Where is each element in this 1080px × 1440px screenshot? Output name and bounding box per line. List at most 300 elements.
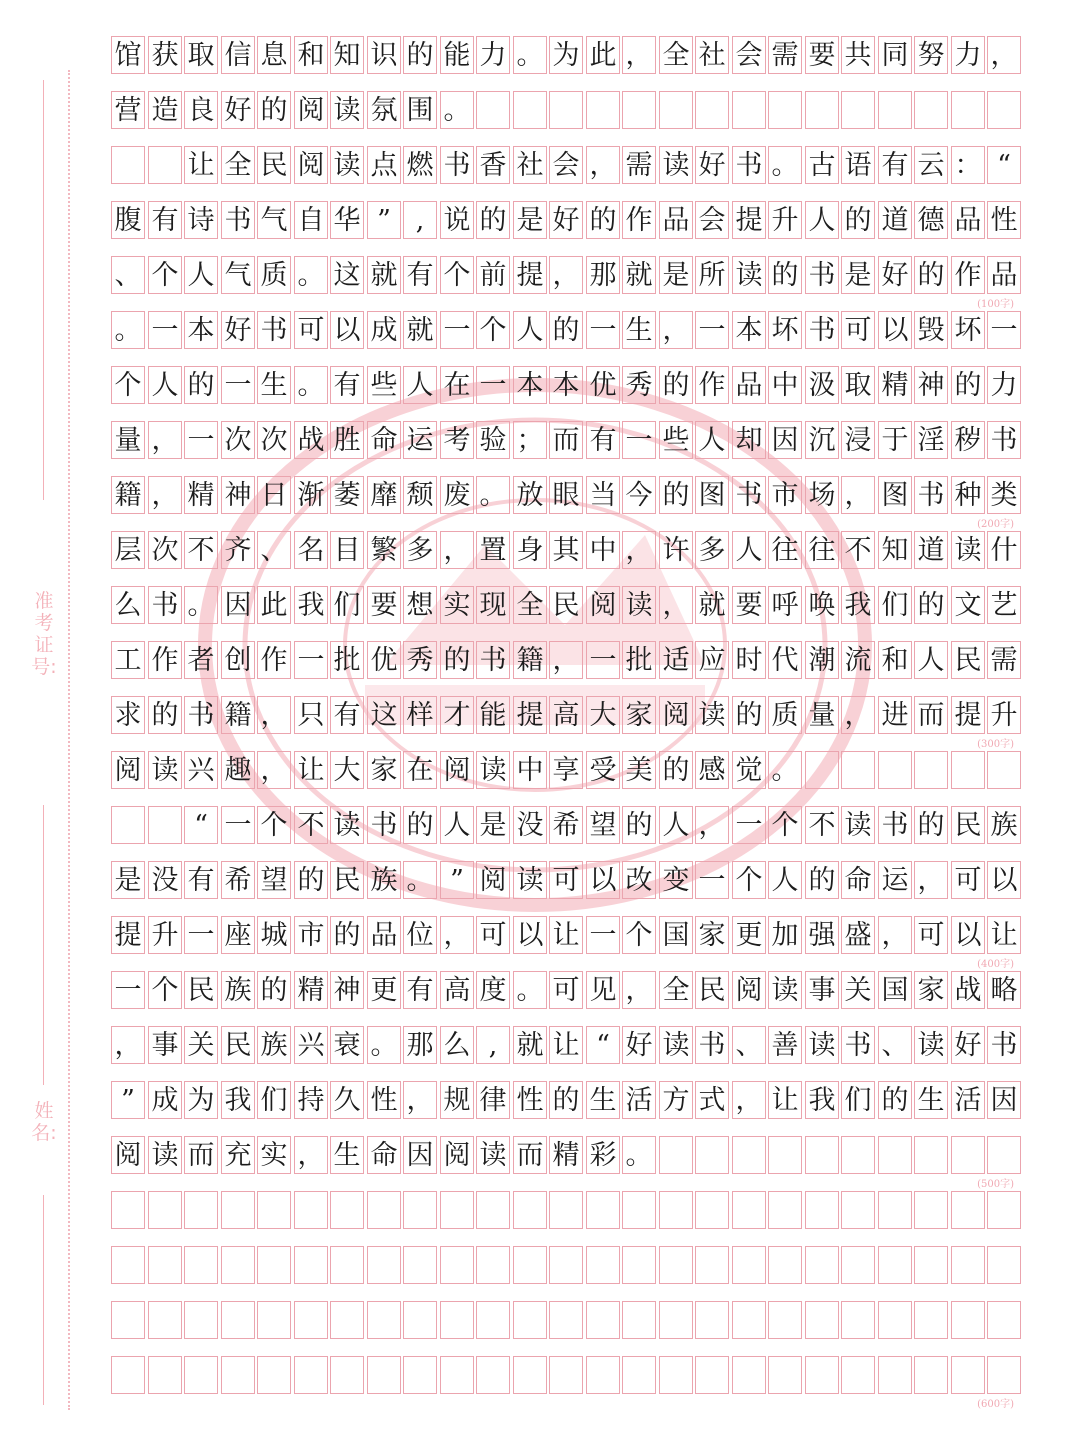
grid-cell — [878, 1356, 912, 1394]
grid-cell: 读 — [622, 586, 656, 624]
grid-cell: 信 — [221, 36, 255, 74]
grid-cell: 需 — [768, 36, 802, 74]
grid-cell: 要 — [732, 586, 766, 624]
grid-cell: 优 — [586, 366, 620, 404]
grid-cell: ， — [987, 36, 1021, 74]
grid-cell: 此 — [257, 586, 291, 624]
grid-cell: 品 — [951, 201, 985, 239]
grid-cell — [513, 91, 547, 129]
grid-cell: ” — [367, 201, 401, 239]
grid-cell: 本 — [549, 366, 583, 404]
grid-cell: 家 — [914, 971, 948, 1009]
grid-cell: 说 — [440, 201, 474, 239]
grid-cell: 书 — [987, 421, 1021, 459]
grid-cell: 以 — [987, 861, 1021, 899]
grid-cell: 战 — [951, 971, 985, 1009]
grid-cell — [841, 751, 875, 789]
grid-cell: 多 — [695, 531, 729, 569]
grid-cell — [805, 1301, 839, 1339]
grid-cell: 现 — [476, 586, 510, 624]
grid-cell: 提 — [732, 201, 766, 239]
grid-cell: ， — [622, 971, 656, 1009]
grid-cell — [294, 1191, 328, 1229]
grid-cell — [695, 1356, 729, 1394]
grid-cell — [330, 1246, 364, 1284]
grid-row — [111, 1356, 1016, 1394]
grid-cell: 升 — [768, 201, 802, 239]
word-count-marker: (300字) — [977, 739, 1014, 750]
grid-cell: 关 — [841, 971, 875, 1009]
grid-cell: 气 — [257, 201, 291, 239]
grid-cell — [914, 1191, 948, 1229]
grid-row — [111, 146, 1016, 184]
grid-cell: 造 — [148, 91, 182, 129]
grid-row — [111, 531, 1016, 569]
grid-cell — [294, 1246, 328, 1284]
grid-cell: 不 — [294, 806, 328, 844]
grid-cell — [330, 1301, 364, 1339]
grid-cell: 其 — [549, 531, 583, 569]
grid-cell: 有 — [148, 201, 182, 239]
grid-cell: 目 — [330, 531, 364, 569]
grid-cell: 有 — [403, 256, 437, 294]
grid-cell: 往 — [768, 531, 802, 569]
grid-cell: 一 — [695, 861, 729, 899]
grid-cell: 取 — [841, 366, 875, 404]
grid-cell: 好 — [951, 1026, 985, 1064]
grid-cell: ， — [294, 1136, 328, 1174]
grid-cell: 作 — [622, 201, 656, 239]
grid-row — [111, 971, 1016, 1009]
grid-cell — [914, 1246, 948, 1284]
grid-cell: 在 — [403, 751, 437, 789]
grid-cell: 可 — [294, 311, 328, 349]
grid-cell: 的 — [330, 916, 364, 954]
grid-cell — [805, 1136, 839, 1174]
grid-cell: 读 — [768, 971, 802, 1009]
grid-cell — [805, 1356, 839, 1394]
grid-cell: 生 — [257, 366, 291, 404]
grid-cell: 围 — [403, 91, 437, 129]
grid-cell: 而 — [549, 421, 583, 459]
grid-cell: 的 — [659, 751, 693, 789]
grid-cell: 于 — [878, 421, 912, 459]
grid-cell: 艺 — [987, 586, 1021, 624]
grid-cell: 验 — [476, 421, 510, 459]
grid-cell — [805, 1191, 839, 1229]
grid-cell: 气 — [221, 256, 255, 294]
grid-cell: 让 — [987, 916, 1021, 954]
grid-row — [111, 1246, 1016, 1284]
grid-cell: 个 — [111, 366, 145, 404]
grid-cell: 一 — [732, 806, 766, 844]
grid-cell: 这 — [367, 696, 401, 734]
grid-cell — [951, 1301, 985, 1339]
grid-cell — [111, 1356, 145, 1394]
grid-cell: 让 — [549, 916, 583, 954]
grid-cell: 香 — [476, 146, 510, 184]
grid-cell: 强 — [805, 916, 839, 954]
grid-cell: 作 — [951, 256, 985, 294]
grid-row — [111, 256, 1016, 294]
grid-row — [111, 916, 1016, 954]
word-count-marker: (200字) — [977, 519, 1014, 530]
grid-cell — [367, 1301, 401, 1339]
grid-cell: 家 — [622, 696, 656, 734]
grid-cell: 适 — [659, 641, 693, 679]
grid-cell: 本 — [513, 366, 547, 404]
grid-cell: 好 — [878, 256, 912, 294]
grid-cell: 有 — [330, 366, 364, 404]
grid-cell: 力 — [951, 36, 985, 74]
grid-cell: 命 — [367, 1136, 401, 1174]
grid-cell: 共 — [841, 36, 875, 74]
grid-cell: 、 — [732, 1026, 766, 1064]
grid-cell — [294, 1356, 328, 1394]
grid-cell: 让 — [184, 146, 218, 184]
grid-cell: 文 — [951, 586, 985, 624]
grid-cell: 国 — [659, 916, 693, 954]
grid-cell — [330, 1356, 364, 1394]
grid-cell: 人 — [513, 311, 547, 349]
grid-cell: 我 — [294, 586, 328, 624]
grid-cell: 更 — [367, 971, 401, 1009]
grid-cell — [184, 1356, 218, 1394]
grid-cell: 那 — [586, 256, 620, 294]
grid-cell: 的 — [841, 201, 875, 239]
grid-row — [111, 861, 1016, 899]
grid-cell: 的 — [184, 366, 218, 404]
grid-row — [111, 311, 1016, 349]
grid-cell — [695, 1246, 729, 1284]
grid-cell: 书 — [732, 146, 766, 184]
grid-cell: 为 — [549, 36, 583, 74]
grid-cell: 本 — [732, 311, 766, 349]
grid-cell: 的 — [403, 806, 437, 844]
grid-cell: 要 — [805, 36, 839, 74]
grid-row — [111, 1191, 1016, 1229]
grid-cell: 只 — [294, 696, 328, 734]
grid-cell — [513, 1301, 547, 1339]
grid-cell: 实 — [440, 586, 474, 624]
grid-cell: 个 — [148, 971, 182, 1009]
grid-cell: 加 — [768, 916, 802, 954]
grid-row — [111, 421, 1016, 459]
grid-cell: 人 — [768, 861, 802, 899]
grid-cell: 一 — [586, 641, 620, 679]
grid-cell: 好 — [549, 201, 583, 239]
grid-cell — [440, 1356, 474, 1394]
grid-cell: ， — [841, 696, 875, 734]
grid-cell: 云 — [914, 146, 948, 184]
grid-cell — [586, 1246, 620, 1284]
grid-cell — [148, 1191, 182, 1229]
grid-cell: 可 — [951, 861, 985, 899]
grid-cell — [768, 1356, 802, 1394]
grid-cell: 持 — [294, 1081, 328, 1119]
grid-cell: 民 — [695, 971, 729, 1009]
grid-cell — [732, 1246, 766, 1284]
grid-cell: 是 — [659, 256, 693, 294]
grid-cell: 一 — [294, 641, 328, 679]
grid-cell: 家 — [367, 751, 401, 789]
grid-cell: 美 — [622, 751, 656, 789]
grid-cell: 的 — [914, 256, 948, 294]
grid-cell: 名 — [294, 531, 328, 569]
grid-cell: 的 — [440, 641, 474, 679]
grid-cell: 。 — [184, 586, 218, 624]
word-count-marker: (600字) — [977, 1399, 1014, 1410]
grid-cell: 社 — [513, 146, 547, 184]
grid-cell: 才 — [440, 696, 474, 734]
word-count-marker: (400字) — [977, 959, 1014, 970]
grid-cell: 民 — [184, 971, 218, 1009]
grid-cell — [987, 91, 1021, 129]
grid-cell: 读 — [951, 531, 985, 569]
grid-cell: 中 — [768, 366, 802, 404]
grid-cell: 场 — [805, 476, 839, 514]
grid-cell: 们 — [841, 1081, 875, 1119]
grid-cell: 阅 — [586, 586, 620, 624]
grid-cell: 工 — [111, 641, 145, 679]
grid-cell: 书 — [257, 311, 291, 349]
grid-cell: 民 — [257, 146, 291, 184]
grid-cell: 创 — [221, 641, 255, 679]
grid-cell: 靡 — [367, 476, 401, 514]
grid-cell — [659, 1191, 693, 1229]
grid-cell: 应 — [695, 641, 729, 679]
grid-cell: 次 — [221, 421, 255, 459]
grid-cell: 进 — [878, 696, 912, 734]
grid-cell: ， — [440, 531, 474, 569]
grid-cell: 性 — [367, 1081, 401, 1119]
grid-cell: 感 — [695, 751, 729, 789]
grid-cell: 兴 — [294, 1026, 328, 1064]
grid-cell: 是 — [111, 861, 145, 899]
grid-cell: 。 — [513, 971, 547, 1009]
grid-cell: 读 — [659, 1026, 693, 1064]
grid-cell: 阅 — [659, 696, 693, 734]
grid-cell: 好 — [221, 311, 255, 349]
grid-cell: ， — [659, 586, 693, 624]
grid-cell: 读 — [695, 696, 729, 734]
grid-cell — [586, 1191, 620, 1229]
grid-cell: 不 — [841, 531, 875, 569]
grid-cell — [768, 1136, 802, 1174]
grid-cell: 读 — [476, 1136, 510, 1174]
grid-cell — [695, 1191, 729, 1229]
grid-cell: 人 — [148, 366, 182, 404]
grid-cell: 淫 — [914, 421, 948, 459]
grid-cell: 命 — [367, 421, 401, 459]
grid-cell: 实 — [257, 1136, 291, 1174]
grid-cell: 道 — [914, 531, 948, 569]
grid-cell: 代 — [768, 641, 802, 679]
grid-cell: 批 — [622, 641, 656, 679]
grid-cell — [768, 1246, 802, 1284]
grid-cell — [622, 91, 656, 129]
grid-cell: 的 — [878, 1081, 912, 1119]
grid-cell: 萎 — [330, 476, 364, 514]
grid-cell: 方 — [659, 1081, 693, 1119]
grid-cell: 。 — [768, 751, 802, 789]
grid-cell — [951, 1136, 985, 1174]
grid-cell: 升 — [148, 916, 182, 954]
grid-cell: 的 — [148, 696, 182, 734]
grid-cell: ， — [622, 531, 656, 569]
grid-cell: 规 — [440, 1081, 474, 1119]
grid-cell — [221, 1301, 255, 1339]
grid-cell: 齐 — [221, 531, 255, 569]
grid-cell: 潮 — [805, 641, 839, 679]
grid-cell: 的 — [659, 476, 693, 514]
grid-cell: 一 — [111, 971, 145, 1009]
grid-cell: 籍 — [221, 696, 255, 734]
grid-cell: 个 — [476, 311, 510, 349]
grid-cell — [951, 751, 985, 789]
grid-cell: 是 — [476, 806, 510, 844]
grid-cell: 读 — [330, 146, 364, 184]
grid-cell: 量 — [111, 421, 145, 459]
grid-cell: 阅 — [294, 91, 328, 129]
grid-cell: 么 — [440, 1026, 474, 1064]
grid-cell: 质 — [257, 256, 291, 294]
grid-cell: 不 — [184, 531, 218, 569]
grid-cell: 提 — [513, 696, 547, 734]
grid-cell: 位 — [403, 916, 437, 954]
grid-cell: 要 — [367, 586, 401, 624]
grid-cell: 全 — [513, 586, 547, 624]
grid-cell — [148, 806, 182, 844]
grid-cell: 阅 — [440, 1136, 474, 1174]
grid-cell: 运 — [878, 861, 912, 899]
grid-cell: 的 — [476, 201, 510, 239]
grid-cell: 成 — [367, 311, 401, 349]
grid-cell — [987, 1136, 1021, 1174]
grid-cell: 籍 — [513, 641, 547, 679]
grid-cell: 眼 — [549, 476, 583, 514]
grid-cell: 趣 — [221, 751, 255, 789]
grid-cell: 书 — [184, 696, 218, 734]
grid-cell: 一 — [476, 366, 510, 404]
grid-cell: 时 — [732, 641, 766, 679]
grid-cell: ， — [257, 751, 291, 789]
grid-cell: 坏 — [768, 311, 802, 349]
grid-cell: 书 — [841, 1026, 875, 1064]
grid-cell: 有 — [330, 696, 364, 734]
grid-cell: 一 — [184, 421, 218, 459]
grid-cell — [878, 1246, 912, 1284]
grid-cell: 们 — [257, 1081, 291, 1119]
grid-cell: 同 — [878, 36, 912, 74]
grid-cell: 的 — [257, 971, 291, 1009]
grid-cell: 市 — [294, 916, 328, 954]
grid-cell: 读 — [659, 146, 693, 184]
grid-cell: 精 — [184, 476, 218, 514]
grid-cell — [732, 91, 766, 129]
grid-cell: 大 — [586, 696, 620, 734]
grid-cell: 毁 — [914, 311, 948, 349]
grid-row — [111, 751, 1016, 789]
grid-cell: 识 — [367, 36, 401, 74]
grid-cell: 繁 — [367, 531, 401, 569]
grid-cell: 。 — [294, 256, 328, 294]
grid-cell: 中 — [513, 751, 547, 789]
grid-cell: 以 — [330, 311, 364, 349]
grid-cell: 一 — [221, 366, 255, 404]
grid-cell: 取 — [184, 36, 218, 74]
word-count-marker: (500字) — [977, 1179, 1014, 1190]
grid-cell: 腹 — [111, 201, 145, 239]
grid-cell — [951, 1191, 985, 1229]
grid-cell: 提 — [951, 696, 985, 734]
grid-cell: ， — [695, 806, 729, 844]
grid-cell: 神 — [914, 366, 948, 404]
grid-cell: 个 — [440, 256, 474, 294]
grid-cell: 书 — [367, 806, 401, 844]
grid-cell: ； — [513, 421, 547, 459]
grid-cell: 个 — [148, 256, 182, 294]
grid-cell: 颓 — [403, 476, 437, 514]
grid-cell: 以 — [878, 311, 912, 349]
grid-cell: 就 — [367, 256, 401, 294]
grid-cell: 人 — [914, 641, 948, 679]
grid-cell: 而 — [513, 1136, 547, 1174]
grid-cell — [403, 1356, 437, 1394]
grid-cell: 可 — [841, 311, 875, 349]
grid-cell — [951, 91, 985, 129]
grid-cell — [440, 1191, 474, 1229]
grid-cell: 望 — [257, 861, 291, 899]
grid-cell: 精 — [878, 366, 912, 404]
grid-cell — [549, 1191, 583, 1229]
grid-cell: ” — [111, 1081, 145, 1119]
grid-cell: 的 — [622, 806, 656, 844]
grid-cell: 们 — [878, 586, 912, 624]
grid-cell: 我 — [805, 1081, 839, 1119]
grid-cell — [549, 91, 583, 129]
grid-cell: 提 — [513, 256, 547, 294]
grid-cell: 有 — [184, 861, 218, 899]
grid-cell: 。 — [403, 861, 437, 899]
grid-cell: 读 — [732, 256, 766, 294]
grid-cell: 律 — [476, 1081, 510, 1119]
grid-cell: 呼 — [768, 586, 802, 624]
grid-cell: ， — [622, 36, 656, 74]
grid-cell: 就 — [695, 586, 729, 624]
grid-cell — [476, 1301, 510, 1339]
grid-row — [111, 1026, 1016, 1064]
grid-cell: 民 — [221, 1026, 255, 1064]
grid-cell: 中 — [586, 531, 620, 569]
grid-cell: ， — [148, 421, 182, 459]
grid-cell — [367, 1191, 401, 1229]
grid-cell — [987, 1356, 1021, 1394]
grid-cell: 战 — [294, 421, 328, 459]
grid-cell: 些 — [367, 366, 401, 404]
grid-cell: 。 — [111, 311, 145, 349]
grid-cell: 今 — [622, 476, 656, 514]
grid-cell: 略 — [987, 971, 1021, 1009]
grid-cell — [914, 1136, 948, 1174]
grid-cell: 民 — [330, 861, 364, 899]
grid-cell: ， — [878, 916, 912, 954]
grid-cell: 全 — [659, 971, 693, 1009]
grid-cell: 人 — [659, 806, 693, 844]
grid-cell: 废 — [440, 476, 474, 514]
grid-cell — [586, 1356, 620, 1394]
grid-cell: 阅 — [732, 971, 766, 1009]
